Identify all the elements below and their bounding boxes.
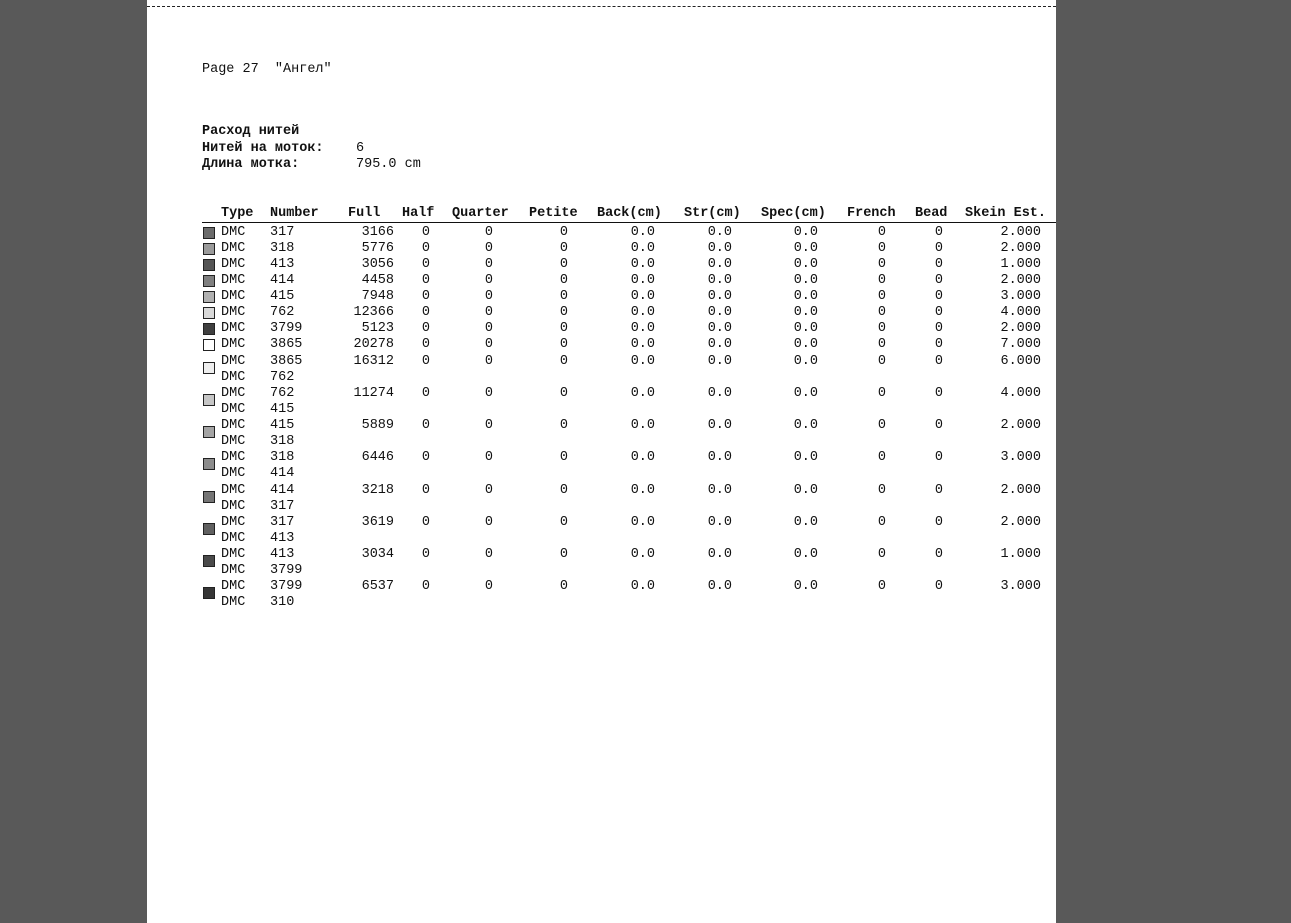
cell-full: 4458 xyxy=(361,273,394,288)
cell-full: 20278 xyxy=(353,337,394,352)
cell-type: DMC xyxy=(221,354,246,369)
col-header-back: Back(cm) xyxy=(597,206,662,221)
cell-quarter: 0 xyxy=(484,289,493,304)
cell-str: 0.0 xyxy=(707,225,732,240)
cell-petite: 0 xyxy=(559,305,568,320)
cell-skein: 1.000 xyxy=(1000,257,1041,272)
cell-type-blend: DMC xyxy=(221,563,246,578)
cell-str: 0.0 xyxy=(707,450,732,465)
col-header-spec: Spec(cm) xyxy=(761,206,826,221)
cell-quarter: 0 xyxy=(484,483,493,498)
col-header-str: Str(cm) xyxy=(684,206,741,221)
cell-number: 413 xyxy=(270,547,295,562)
cell-full: 5123 xyxy=(361,321,394,336)
cell-half: 0 xyxy=(421,257,430,272)
cell-french: 0 xyxy=(877,515,886,530)
cell-quarter: 0 xyxy=(484,354,493,369)
cell-french: 0 xyxy=(877,305,886,320)
cell-full: 7948 xyxy=(361,289,394,304)
cell-back: 0.0 xyxy=(630,483,655,498)
color-swatch xyxy=(203,458,215,470)
cell-french: 0 xyxy=(877,225,886,240)
cell-type: DMC xyxy=(221,289,246,304)
cell-full: 16312 xyxy=(353,354,394,369)
col-header-number: Number xyxy=(270,206,319,221)
print-preview-page xyxy=(147,0,1056,923)
cell-spec: 0.0 xyxy=(793,418,818,433)
cell-half: 0 xyxy=(421,386,430,401)
cell-petite: 0 xyxy=(559,515,568,530)
cell-back: 0.0 xyxy=(630,547,655,562)
col-header-french: French xyxy=(847,206,896,221)
cell-type: DMC xyxy=(221,547,246,562)
cell-skein: 2.000 xyxy=(1000,483,1041,498)
cell-quarter: 0 xyxy=(484,515,493,530)
cell-type-blend: DMC xyxy=(221,466,246,481)
cell-full: 3166 xyxy=(361,225,394,240)
cell-petite: 0 xyxy=(559,418,568,433)
cell-number-blend: 415 xyxy=(270,402,295,417)
cell-quarter: 0 xyxy=(484,225,493,240)
cell-type: DMC xyxy=(221,579,246,594)
cell-str: 0.0 xyxy=(707,354,732,369)
color-swatch xyxy=(203,587,215,599)
cell-full: 12366 xyxy=(353,305,394,320)
cell-half: 0 xyxy=(421,273,430,288)
cell-spec: 0.0 xyxy=(793,241,818,256)
cell-quarter: 0 xyxy=(484,321,493,336)
cell-spec: 0.0 xyxy=(793,547,818,562)
cell-number: 317 xyxy=(270,515,295,530)
cell-number-blend: 317 xyxy=(270,499,295,514)
cell-number: 3799 xyxy=(270,321,303,336)
cell-petite: 0 xyxy=(559,289,568,304)
color-swatch xyxy=(203,323,215,335)
cell-quarter: 0 xyxy=(484,257,493,272)
cell-full: 6537 xyxy=(361,579,394,594)
cell-type: DMC xyxy=(221,241,246,256)
cell-half: 0 xyxy=(421,241,430,256)
cell-half: 0 xyxy=(421,354,430,369)
cell-half: 0 xyxy=(421,547,430,562)
cell-str: 0.0 xyxy=(707,305,732,320)
color-swatch xyxy=(203,426,215,438)
cell-spec: 0.0 xyxy=(793,321,818,336)
cell-french: 0 xyxy=(877,354,886,369)
cell-spec: 0.0 xyxy=(793,289,818,304)
cell-number: 3799 xyxy=(270,579,303,594)
cell-str: 0.0 xyxy=(707,386,732,401)
cell-petite: 0 xyxy=(559,337,568,352)
cell-back: 0.0 xyxy=(630,337,655,352)
cell-french: 0 xyxy=(877,273,886,288)
cell-str: 0.0 xyxy=(707,321,732,336)
cell-skein: 3.000 xyxy=(1000,450,1041,465)
cell-back: 0.0 xyxy=(630,450,655,465)
cell-quarter: 0 xyxy=(484,450,493,465)
cell-petite: 0 xyxy=(559,386,568,401)
cell-back: 0.0 xyxy=(630,386,655,401)
cell-str: 0.0 xyxy=(707,337,732,352)
cell-full: 3619 xyxy=(361,515,394,530)
strands-value: 6 xyxy=(356,141,365,156)
cell-quarter: 0 xyxy=(484,386,493,401)
cell-full: 5889 xyxy=(361,418,394,433)
cell-petite: 0 xyxy=(559,579,568,594)
cell-type-blend: DMC xyxy=(221,402,246,417)
cell-french: 0 xyxy=(877,337,886,352)
cell-french: 0 xyxy=(877,241,886,256)
cell-bead: 0 xyxy=(934,515,943,530)
color-swatch xyxy=(203,307,215,319)
cell-str: 0.0 xyxy=(707,579,732,594)
cell-petite: 0 xyxy=(559,273,568,288)
cell-bead: 0 xyxy=(934,337,943,352)
cell-skein: 2.000 xyxy=(1000,225,1041,240)
cell-half: 0 xyxy=(421,579,430,594)
cell-french: 0 xyxy=(877,418,886,433)
cell-petite: 0 xyxy=(559,225,568,240)
cell-bead: 0 xyxy=(934,273,943,288)
cell-quarter: 0 xyxy=(484,241,493,256)
cell-number: 762 xyxy=(270,305,295,320)
cell-number-blend: 310 xyxy=(270,595,295,610)
cell-number: 3865 xyxy=(270,337,303,352)
header-rule xyxy=(202,222,1056,223)
cell-full: 6446 xyxy=(361,450,394,465)
color-swatch xyxy=(203,243,215,255)
cell-petite: 0 xyxy=(559,483,568,498)
col-header-full: Full xyxy=(348,206,381,221)
color-swatch xyxy=(203,339,215,351)
cell-half: 0 xyxy=(421,483,430,498)
cell-skein: 2.000 xyxy=(1000,321,1041,336)
cell-bead: 0 xyxy=(934,450,943,465)
cell-skein: 2.000 xyxy=(1000,273,1041,288)
cell-back: 0.0 xyxy=(630,257,655,272)
cell-quarter: 0 xyxy=(484,579,493,594)
cell-bead: 0 xyxy=(934,354,943,369)
cell-skein: 1.000 xyxy=(1000,547,1041,562)
cell-type: DMC xyxy=(221,418,246,433)
color-swatch xyxy=(203,291,215,303)
col-header-quarter: Quarter xyxy=(452,206,509,221)
cell-type: DMC xyxy=(221,450,246,465)
cell-str: 0.0 xyxy=(707,257,732,272)
length-value: 795.0 cm xyxy=(356,157,421,172)
cell-str: 0.0 xyxy=(707,241,732,256)
cell-back: 0.0 xyxy=(630,515,655,530)
cell-spec: 0.0 xyxy=(793,354,818,369)
cell-bead: 0 xyxy=(934,483,943,498)
cell-number-blend: 318 xyxy=(270,434,295,449)
cell-type: DMC xyxy=(221,515,246,530)
cell-back: 0.0 xyxy=(630,289,655,304)
cell-half: 0 xyxy=(421,418,430,433)
cell-number: 318 xyxy=(270,241,295,256)
cell-skein: 7.000 xyxy=(1000,337,1041,352)
cell-french: 0 xyxy=(877,547,886,562)
cell-spec: 0.0 xyxy=(793,515,818,530)
cell-full: 11274 xyxy=(353,386,394,401)
cell-half: 0 xyxy=(421,450,430,465)
cell-half: 0 xyxy=(421,515,430,530)
cell-spec: 0.0 xyxy=(793,337,818,352)
cell-bead: 0 xyxy=(934,257,943,272)
cell-number: 317 xyxy=(270,225,295,240)
cell-type: DMC xyxy=(221,257,246,272)
color-swatch xyxy=(203,523,215,535)
cell-back: 0.0 xyxy=(630,273,655,288)
cell-spec: 0.0 xyxy=(793,273,818,288)
cell-bead: 0 xyxy=(934,305,943,320)
cell-str: 0.0 xyxy=(707,289,732,304)
cell-spec: 0.0 xyxy=(793,257,818,272)
cell-quarter: 0 xyxy=(484,273,493,288)
cell-quarter: 0 xyxy=(484,547,493,562)
color-swatch xyxy=(203,394,215,406)
cell-type-blend: DMC xyxy=(221,434,246,449)
cell-petite: 0 xyxy=(559,241,568,256)
color-swatch xyxy=(203,259,215,271)
cell-number: 3865 xyxy=(270,354,303,369)
cell-full: 3034 xyxy=(361,547,394,562)
cell-number: 762 xyxy=(270,386,295,401)
cell-petite: 0 xyxy=(559,450,568,465)
cell-number: 413 xyxy=(270,257,295,272)
cell-type-blend: DMC xyxy=(221,595,246,610)
col-header-petite: Petite xyxy=(529,206,578,221)
cell-petite: 0 xyxy=(559,354,568,369)
cell-french: 0 xyxy=(877,321,886,336)
cell-quarter: 0 xyxy=(484,305,493,320)
col-header-skein: Skein Est. xyxy=(965,206,1047,221)
cell-quarter: 0 xyxy=(484,418,493,433)
cell-bead: 0 xyxy=(934,225,943,240)
cell-half: 0 xyxy=(421,225,430,240)
cell-type: DMC xyxy=(221,225,246,240)
cell-french: 0 xyxy=(877,289,886,304)
cell-spec: 0.0 xyxy=(793,305,818,320)
cell-back: 0.0 xyxy=(630,579,655,594)
cell-back: 0.0 xyxy=(630,354,655,369)
cell-bead: 0 xyxy=(934,241,943,256)
cell-str: 0.0 xyxy=(707,515,732,530)
color-swatch xyxy=(203,491,215,503)
cell-skein: 4.000 xyxy=(1000,305,1041,320)
cell-skein: 2.000 xyxy=(1000,418,1041,433)
cell-str: 0.0 xyxy=(707,547,732,562)
cell-str: 0.0 xyxy=(707,418,732,433)
cell-bead: 0 xyxy=(934,386,943,401)
cell-french: 0 xyxy=(877,450,886,465)
cell-number-blend: 762 xyxy=(270,370,295,385)
cell-back: 0.0 xyxy=(630,418,655,433)
cell-type: DMC xyxy=(221,305,246,320)
cell-french: 0 xyxy=(877,386,886,401)
cell-spec: 0.0 xyxy=(793,579,818,594)
cell-skein: 4.000 xyxy=(1000,386,1041,401)
cell-quarter: 0 xyxy=(484,337,493,352)
cell-bead: 0 xyxy=(934,321,943,336)
cell-skein: 2.000 xyxy=(1000,241,1041,256)
cell-half: 0 xyxy=(421,305,430,320)
cell-full: 5776 xyxy=(361,241,394,256)
cell-spec: 0.0 xyxy=(793,450,818,465)
color-swatch xyxy=(203,362,215,374)
cell-back: 0.0 xyxy=(630,305,655,320)
cell-half: 0 xyxy=(421,289,430,304)
cell-skein: 3.000 xyxy=(1000,289,1041,304)
cell-type: DMC xyxy=(221,337,246,352)
cell-bead: 0 xyxy=(934,579,943,594)
cell-type-blend: DMC xyxy=(221,531,246,546)
cell-bead: 0 xyxy=(934,289,943,304)
cell-french: 0 xyxy=(877,579,886,594)
cell-bead: 0 xyxy=(934,418,943,433)
cell-type: DMC xyxy=(221,386,246,401)
cell-str: 0.0 xyxy=(707,273,732,288)
cell-type: DMC xyxy=(221,273,246,288)
cell-half: 0 xyxy=(421,321,430,336)
cell-petite: 0 xyxy=(559,547,568,562)
cell-type: DMC xyxy=(221,321,246,336)
cell-number-blend: 3799 xyxy=(270,563,303,578)
cell-full: 3218 xyxy=(361,483,394,498)
cell-spec: 0.0 xyxy=(793,225,818,240)
cell-spec: 0.0 xyxy=(793,386,818,401)
length-label: Длина мотка: xyxy=(202,157,300,172)
color-swatch xyxy=(203,227,215,239)
cell-spec: 0.0 xyxy=(793,483,818,498)
cell-skein: 3.000 xyxy=(1000,579,1041,594)
cell-petite: 0 xyxy=(559,321,568,336)
cell-type-blend: DMC xyxy=(221,499,246,514)
cell-str: 0.0 xyxy=(707,483,732,498)
cell-half: 0 xyxy=(421,337,430,352)
col-header-half: Half xyxy=(402,206,435,221)
cell-number-blend: 414 xyxy=(270,466,295,481)
col-header-type: Type xyxy=(221,206,254,221)
page-break-line xyxy=(147,6,1056,7)
cell-back: 0.0 xyxy=(630,225,655,240)
cell-number-blend: 413 xyxy=(270,531,295,546)
cell-number: 318 xyxy=(270,450,295,465)
cell-back: 0.0 xyxy=(630,241,655,256)
col-header-bead: Bead xyxy=(915,206,948,221)
summary-heading: Расход нитей xyxy=(202,124,300,139)
cell-back: 0.0 xyxy=(630,321,655,336)
color-swatch xyxy=(203,275,215,287)
cell-type: DMC xyxy=(221,483,246,498)
color-swatch xyxy=(203,555,215,567)
cell-skein: 6.000 xyxy=(1000,354,1041,369)
page-title: Page 27 "Ангел" xyxy=(202,62,332,77)
cell-type-blend: DMC xyxy=(221,370,246,385)
cell-bead: 0 xyxy=(934,547,943,562)
cell-number: 414 xyxy=(270,273,295,288)
cell-number: 415 xyxy=(270,418,295,433)
strands-label: Нитей на моток: xyxy=(202,141,324,156)
cell-number: 414 xyxy=(270,483,295,498)
cell-french: 0 xyxy=(877,483,886,498)
cell-french: 0 xyxy=(877,257,886,272)
cell-number: 415 xyxy=(270,289,295,304)
cell-petite: 0 xyxy=(559,257,568,272)
cell-full: 3056 xyxy=(361,257,394,272)
cell-skein: 2.000 xyxy=(1000,515,1041,530)
